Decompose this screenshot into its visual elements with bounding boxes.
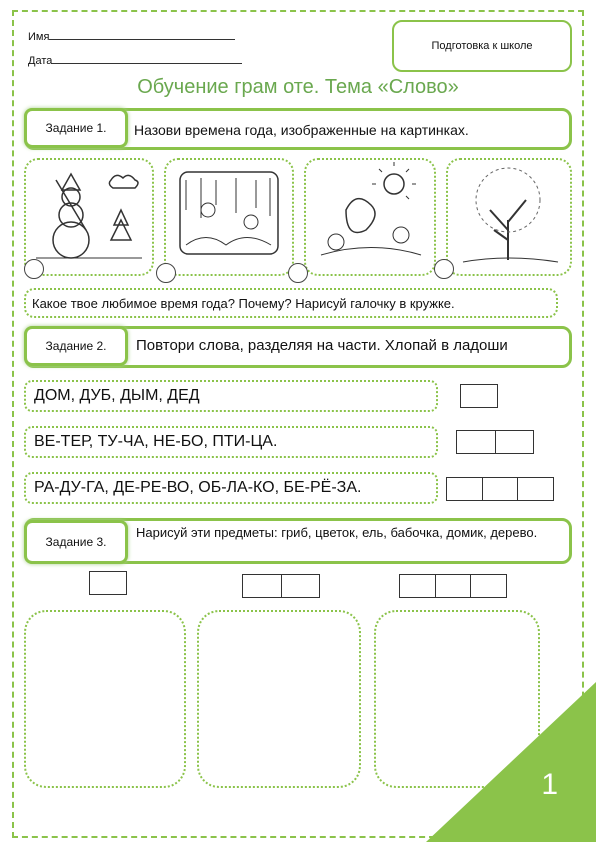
summer-picture [304, 158, 436, 276]
task3-tag-label: Задание 3. [45, 535, 107, 549]
task1-tag-label: Задание 1. [45, 121, 107, 135]
spring-picture [164, 158, 294, 276]
date-field[interactable] [28, 52, 242, 67]
choice-circle-spring[interactable] [156, 263, 176, 283]
drawing-area-1[interactable] [24, 610, 186, 788]
word-row-1 [24, 380, 438, 412]
task1-question-box [24, 288, 558, 318]
draw-scheme-3[interactable] [399, 574, 507, 598]
school-prep-box [392, 20, 572, 72]
task1-tag [24, 108, 128, 148]
draw-scheme-2[interactable] [242, 574, 320, 598]
choice-circle-autumn[interactable] [434, 259, 454, 279]
name-field[interactable] [28, 28, 235, 43]
page-title: Обучение грам оте. Тема «Слово» [137, 76, 459, 98]
task1-question: Какое твое любимое время года? Почему? Нарисуй галочку в кружке. [32, 295, 455, 311]
autumn-picture [446, 158, 572, 276]
choice-circle-summer[interactable] [288, 263, 308, 283]
draw-scheme-1[interactable] [89, 571, 127, 595]
date-label: Дата [28, 55, 53, 67]
winter-picture [24, 158, 154, 276]
word-row-3-text: РА-ДУ-ГА, ДЕ-РЕ-ВО, ОБ-ЛА-КО, БЕ-РЁ-ЗА. [34, 479, 362, 496]
syllable-scheme-3[interactable] [446, 477, 554, 501]
task2-tag [24, 326, 128, 366]
drawing-area-2[interactable] [197, 610, 361, 788]
word-row-3 [24, 472, 438, 504]
sun-icon [306, 160, 434, 274]
snowman-icon [26, 160, 152, 274]
task1-text: Назови времена года, изображенные на картинках. [134, 122, 469, 138]
spring-flowers-icon [166, 160, 292, 274]
school-prep-label: Подготовка к школе [431, 40, 533, 52]
page-corner-decoration [426, 682, 596, 842]
task3-tag [24, 520, 128, 564]
word-row-2-text: ВЕ-ТЕР, ТУ-ЧА, НЕ-БО, ПТИ-ЦА. [34, 433, 278, 450]
task2-text: Повтори слова, разделяя на части. Хлопай в ладоши [136, 337, 508, 354]
name-label: Имя [28, 31, 50, 43]
task3-text: Нарисуй эти предметы: гриб, цветок, ель, бабочка, домик, дерево. [136, 525, 538, 540]
page-number: 1 [541, 768, 558, 801]
word-row-1-text: ДОМ, ДУБ, ДЫМ, ДЕД [34, 387, 200, 404]
autumn-tree-icon [448, 160, 570, 274]
task2-tag-label: Задание 2. [45, 339, 107, 353]
date-line[interactable] [52, 52, 242, 64]
word-row-2 [24, 426, 438, 458]
syllable-scheme-1[interactable] [460, 384, 498, 408]
syllable-scheme-2[interactable] [456, 430, 534, 454]
choice-circle-winter[interactable] [24, 259, 44, 279]
name-line[interactable] [49, 28, 235, 40]
